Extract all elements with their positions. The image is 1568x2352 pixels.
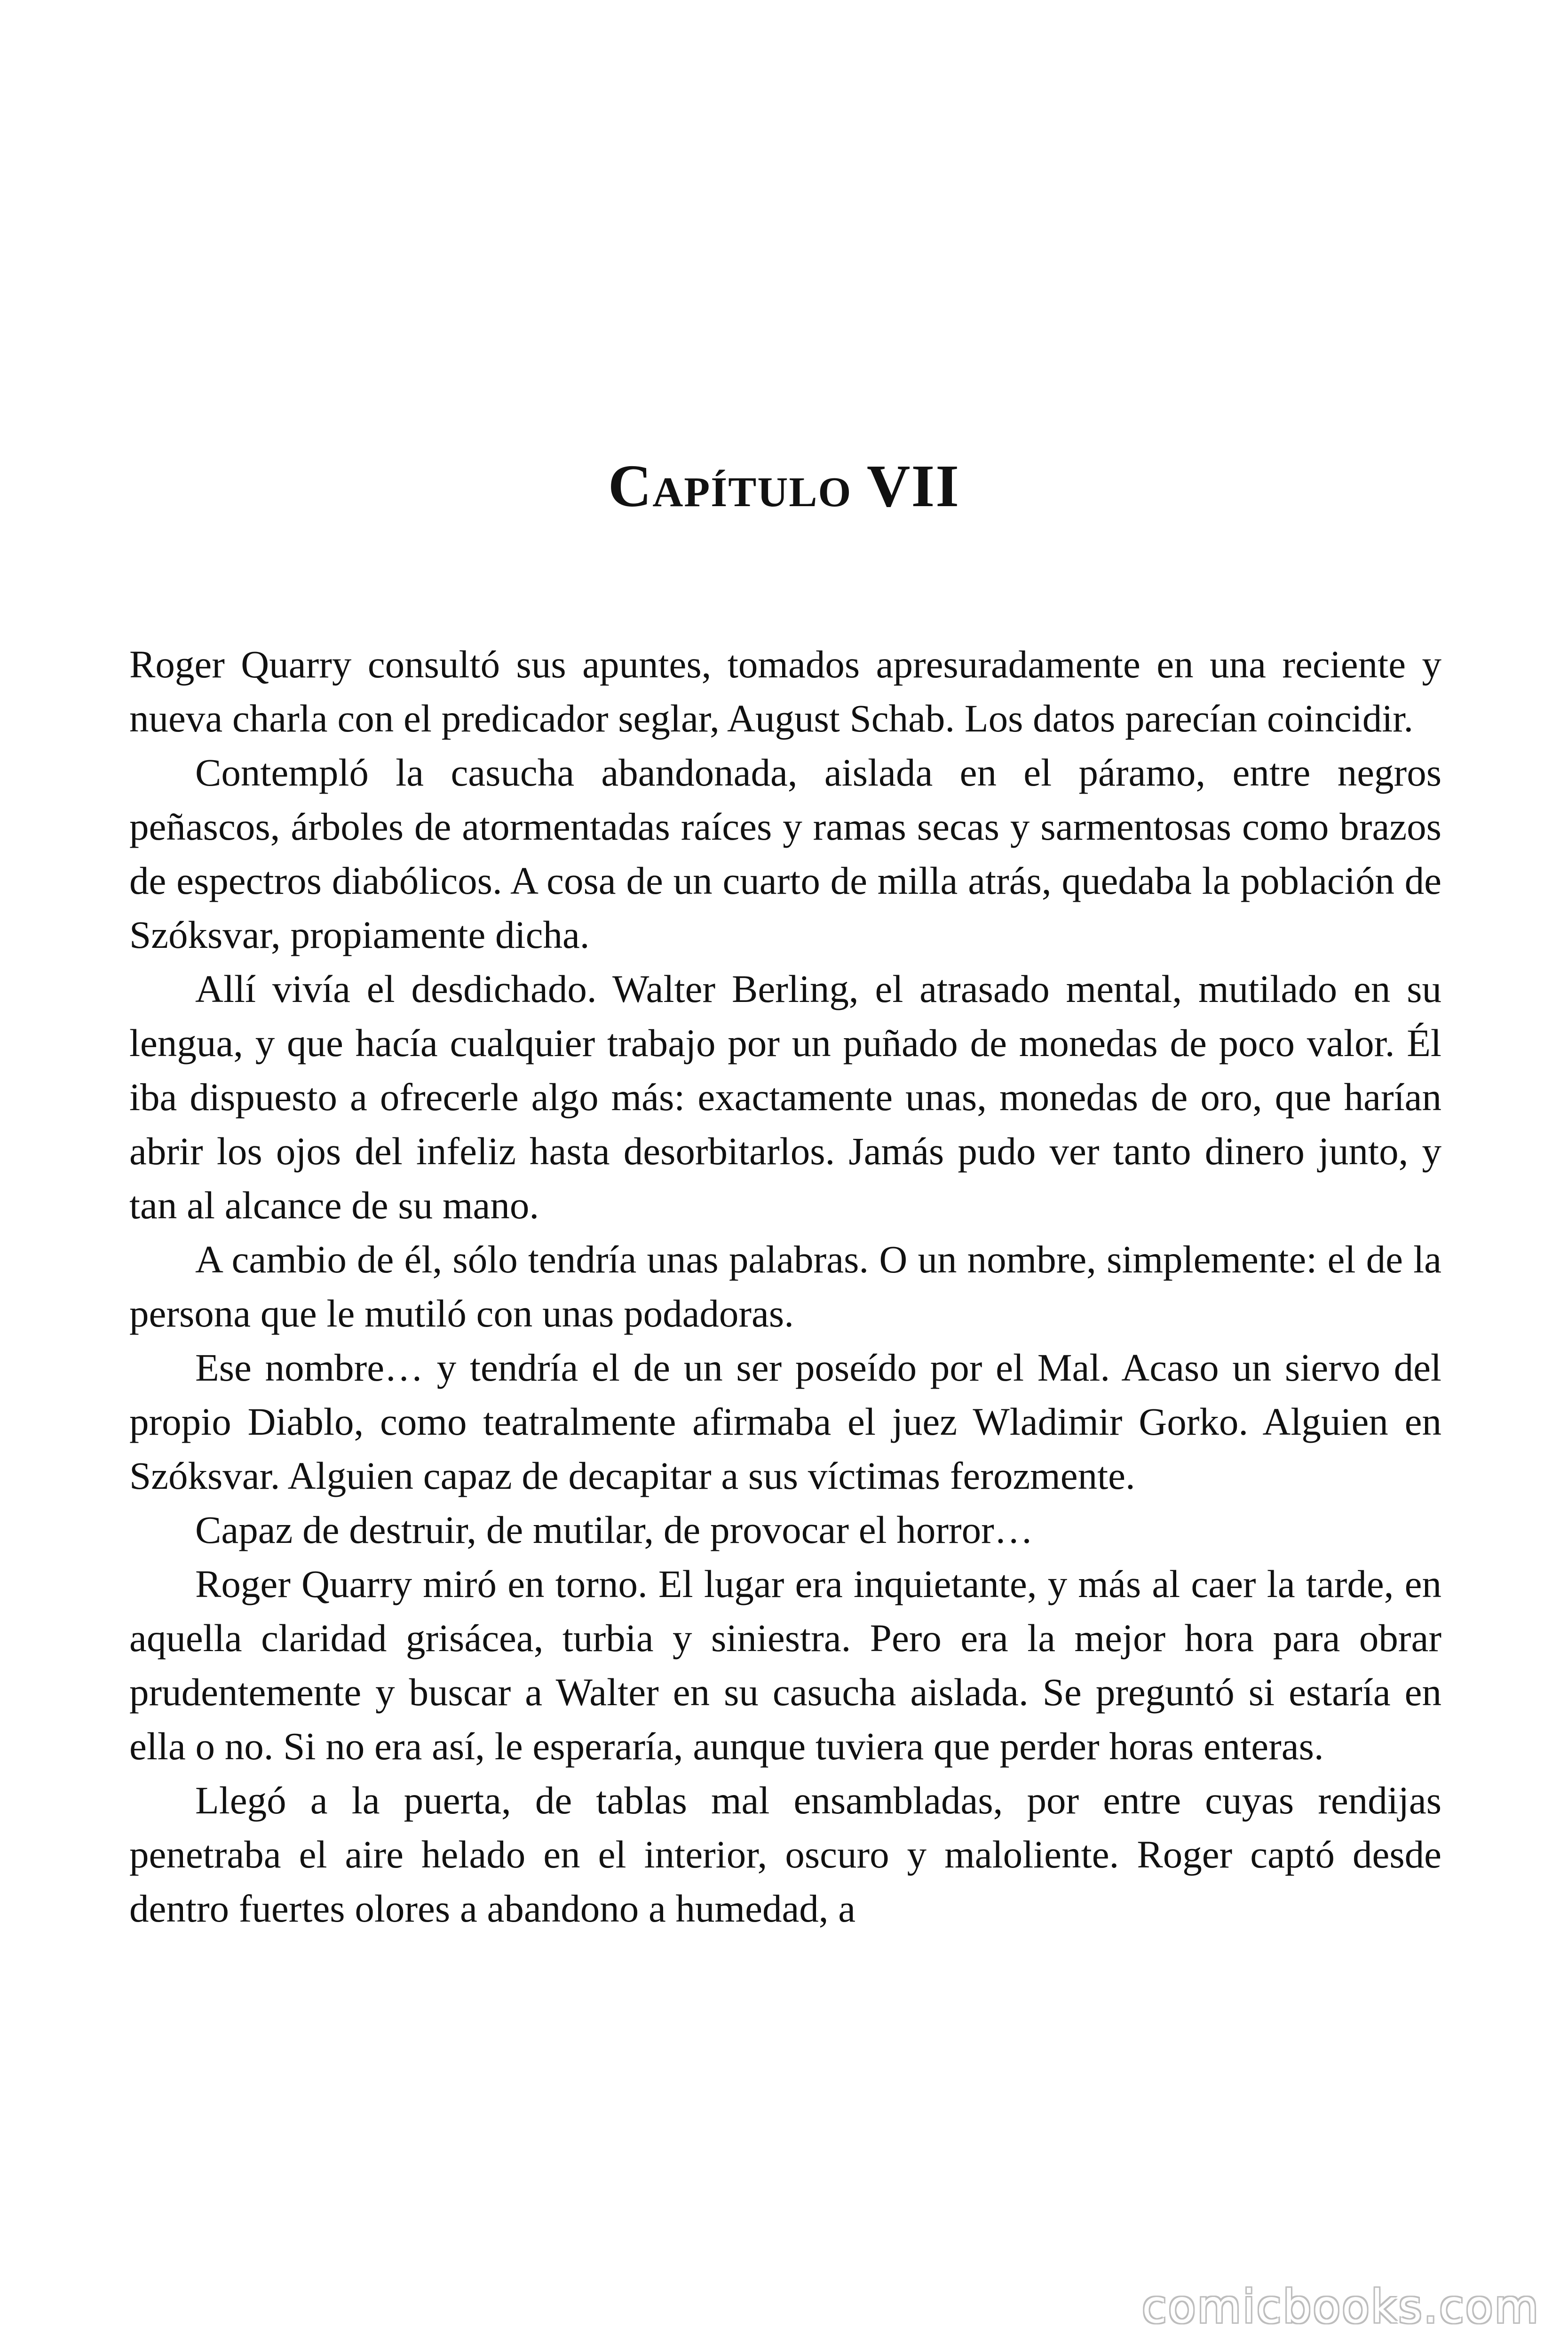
paragraph: A cambio de él, sólo tendría unas palabras. O un nombre, simplemente: el de la persona que le mutiló con unas podadoras.	[129, 1238, 1441, 1335]
chapter-title: Capítulo VII	[608, 453, 960, 519]
paragraph: Roger Quarry miró en torno. El lugar era inquietante, y más al caer la tarde, en aquella claridad grisácea, turbia y siniestra. Pero era la mejor hora para obrar prudentemente y buscar a Walter en su casucha aislada. Se preguntó si estaría en ella o no. Si no era así, le esperaría, aunque tuviera que perder horas enteras.	[129, 1562, 1441, 1768]
paragraph: Ese nombre… y tendría el de un ser poseído por el Mal. Acaso un siervo del propio Diablo, como teatralmente afirmaba el juez Wladimir Gorko. Alguien en Szóksvar. Alguien capaz de decapitar a sus víctimas ferozmente.	[129, 1346, 1441, 1497]
paragraph: Roger Quarry consultó sus apuntes, tomados apresuradamente en una reciente y nueva charla con el predicador seglar, August Schab. Los datos parecían coincidir.	[129, 643, 1441, 740]
chapter-body	[129, 637, 1441, 1936]
paragraph: Llegó a la puerta, de tablas mal ensambladas, por entre cuyas rendijas penetraba el aire helado en el interior, oscuro y maloliente. Roger captó desde dentro fuertes olores a abandono a humedad, a	[129, 1779, 1441, 1930]
paragraph: Capaz de destruir, de mutilar, de provocar el horror…	[195, 1508, 1033, 1551]
paragraph: Contempló la casucha abandonada, aislada en el páramo, entre negros peñascos, árboles de atormentadas raíces y ramas secas y sarmentosas como brazos de espectros diabólicos. A cosa de un cuarto de milla atrás, quedaba la población de Szóksvar, propiamente dicha.	[129, 751, 1441, 956]
paragraph: Allí vivía el desdichado. Walter Berling, el atrasado mental, mutilado en su lengua, y que hacía cualquier trabajo por un puñado de monedas de poco valor. Él iba dispuesto a ofrecerle algo más: exactamente unas, monedas de oro, que harían abrir los ojos del infeliz hasta desorbitarlos. Jamás pudo ver tanto dinero junto, y tan al alcance de su mano.	[129, 967, 1441, 1227]
watermark: comicbooks.com	[1141, 2280, 1540, 2333]
